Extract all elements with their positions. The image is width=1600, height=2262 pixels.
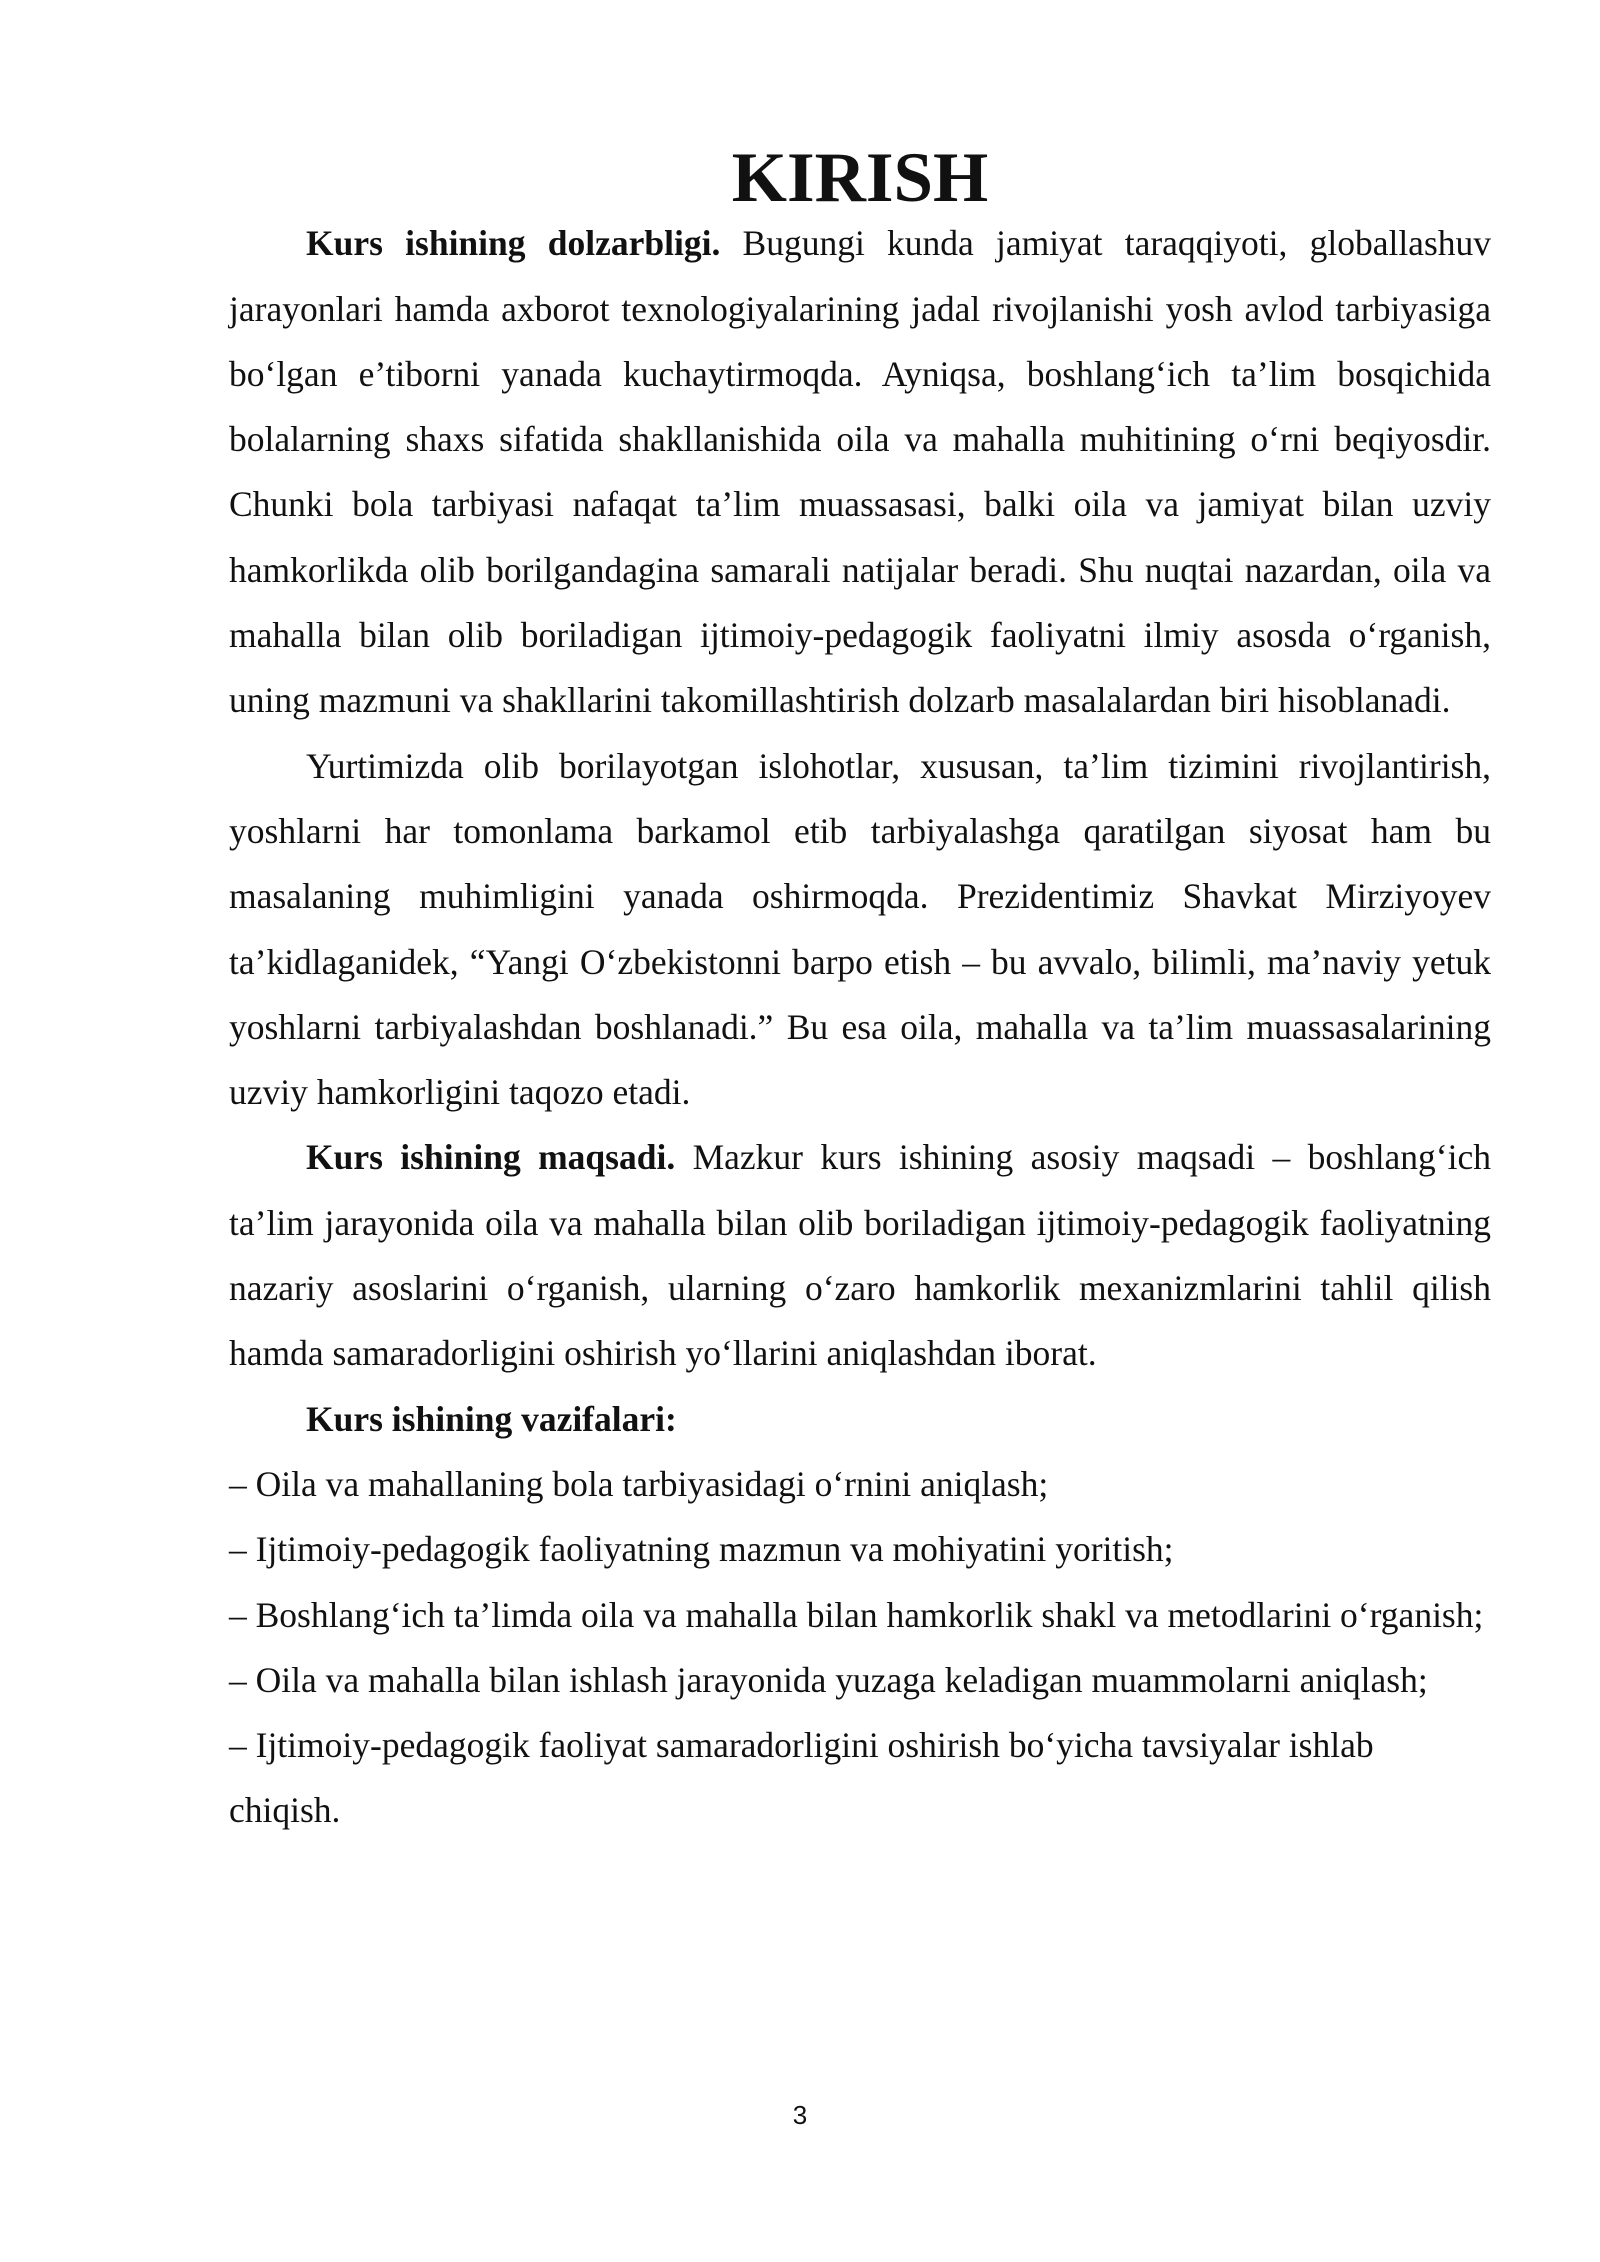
paragraph-lead-relevance: Kurs ishining dolzarbligi. [306,223,721,264]
paragraph-goal [229,1125,1491,1386]
list-item: – Oila va mahalla bilan ishlash jarayonida yuzaga keladigan muammolarni aniqlash; [229,1659,1428,1700]
paragraph-relevance [229,211,1491,733]
tasks-heading-line [229,1387,1491,1452]
paragraph-lead-goal: Kurs ishining maqsadi. [306,1137,676,1178]
page-number: 3 [792,2100,808,2130]
list-item: – Ijtimoiy-pedagogik faoliyat samaradorligini oshirish bo‘yicha tavsiyalar ishlab chiqish. [229,1725,1374,1831]
page-content [229,139,1492,1844]
page-title: KIRISH [731,139,989,217]
list-item: – Boshlang‘ich ta’limda oila va mahalla bilan hamkorlik shakl va metodlarini o‘rganish; [229,1594,1484,1635]
paragraph-text-reforms: Yurtimizda olib borilayotgan islohotlar, xususan, ta’lim tizimini rivojlantirish, yoshlarni har tomonlama barkamol etib tarbiyalashga qaratilgan siyosat ham bu masalaning muhimligini yanada oshirmoqda. Prezidentimiz Shavkat Mirziyoyev ta’kidlaganidek, “Yangi O‘zbekistonni barpo etish – bu avvalo, bilimli, ma’naviy yetuk yoshlarni tarbiyalashdan boshlanadi.” Bu esa oila, mahalla va ta’lim muassasalarining uzviy hamkorligini taqozo etadi. [229,745,1491,1113]
list-item: – Ijtimoiy-pedagogik faoliyatning mazmun va mohiyatini yoritish; [229,1529,1174,1570]
tasks-heading: Kurs ishining vazifalari: [306,1398,677,1439]
paragraph-text-goal: Mazkur kurs ishining asosiy maqsadi – boshlang‘ich ta’lim jarayonida oila va mahalla bilan olib boriladigan ijtimoiy-pedagogik faoliyatning nazariy asoslarini o‘rganish, ularning o‘zaro hamkorlik mexanizmlarini tahlil qilish hamda samaradorligini oshirish yo‘llarini aniqlashdan iborat. [229,1137,1491,1374]
tasks-list [229,1452,1491,1844]
paragraph-text-relevance: Bugungi kunda jamiyat taraqqiyoti, globallashuv jarayonlari hamda axborot texnologiyalarining jadal rivojlanishi yosh avlod tarbiyasiga bo‘lgan e’tiborni yanada kuchaytirmoqda. Ayniqsa, boshlang‘ich ta’lim bosqichida bolalarning shaxs sifatida shakllanishida oila va mahalla muhitining o‘rni beqiyosdir. Chunki bola tarbiyasi nafaqat ta’lim muassasasi, balki oila va jamiyat bilan uzviy hamkorlikda olib borilgandagina samarali natijalar beradi. Shu nuqtai nazardan, oila va mahalla bilan olib boriladigan ijtimoiy-pedagogik faoliyatni ilmiy asosda o‘rganish, uning mazmuni va shakllarini takomillashtirish dolzarb masalalardan biri hisoblanadi. [229,223,1492,721]
list-item: – Oila va mahallaning bola tarbiyasidagi o‘rnini aniqlash; [229,1463,1049,1504]
paragraph-reforms [229,734,1491,1126]
